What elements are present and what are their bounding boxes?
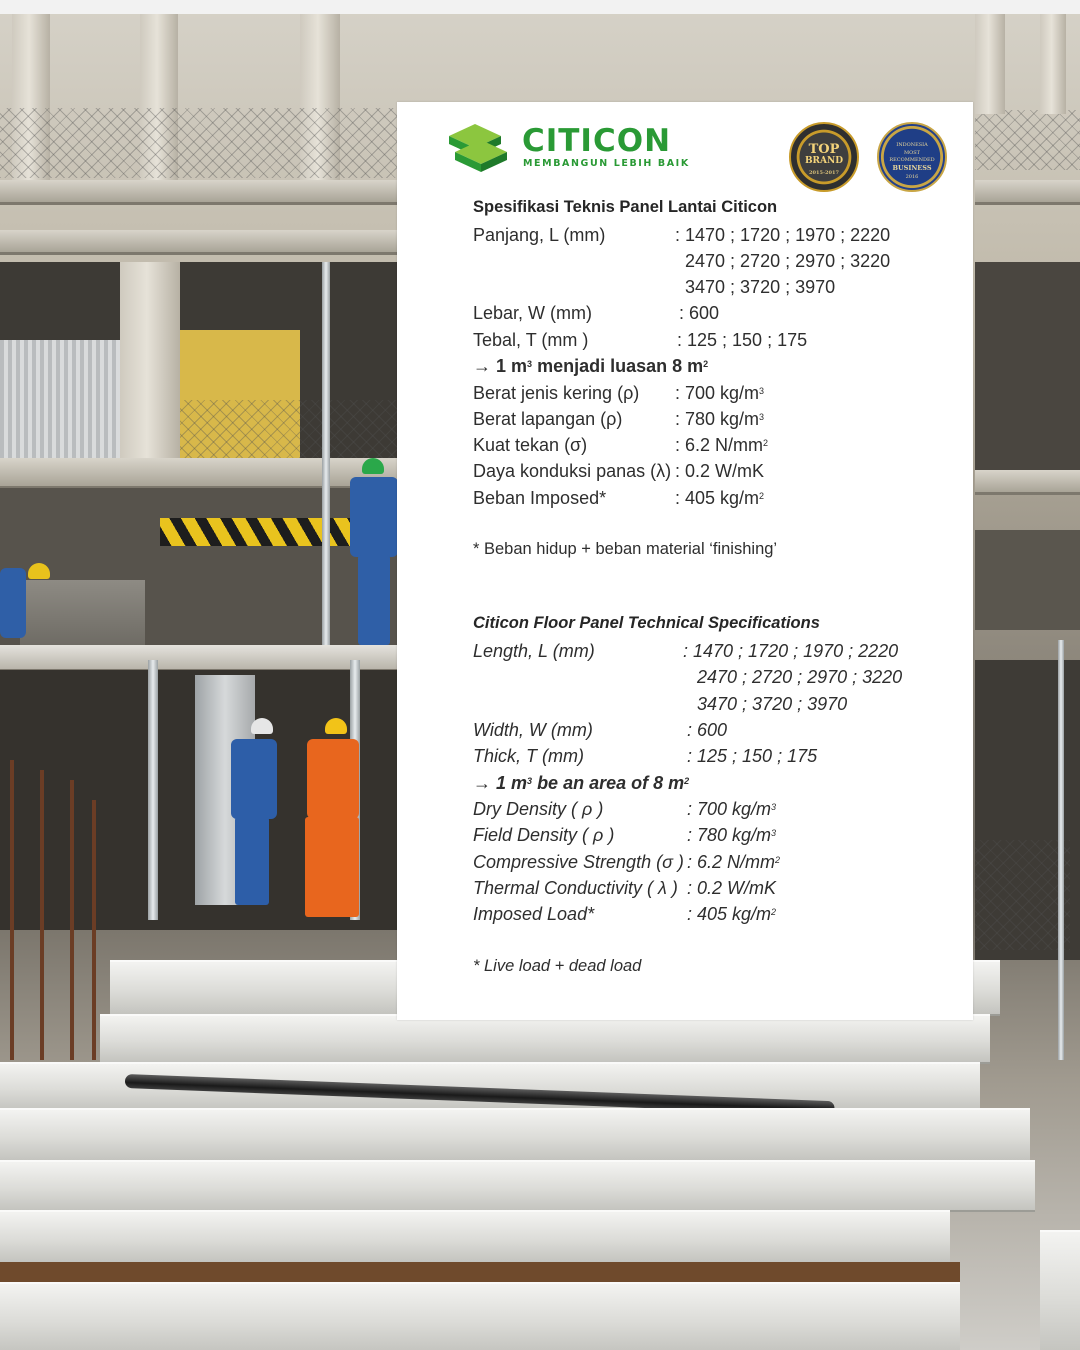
business-award-badge [877, 122, 947, 192]
floor-interior [975, 530, 1080, 630]
conversion-middle: be an area of 8 m [532, 773, 685, 793]
spec-label: Berat jenis kering (ρ) [473, 383, 640, 403]
en-length-continued: 2470 ; 2720 ; 2970 ; 3220 [697, 667, 903, 687]
spec-label: Panjang, L (mm) [473, 225, 606, 245]
concrete-block [20, 580, 145, 648]
floor-interior [975, 262, 1080, 472]
superscript: 2 [771, 907, 777, 917]
spec-value [675, 382, 764, 404]
spec-value: : 125 ; 150 ; 175 [687, 746, 818, 766]
floor-slab [0, 458, 400, 489]
rebar [70, 780, 74, 1060]
id-conversion-line [473, 355, 708, 377]
superscript: 3 [759, 412, 765, 422]
badge-text: INDONESIA [896, 142, 928, 148]
superscript: 2 [775, 855, 781, 865]
spec-label: Kuat tekan (σ) [473, 435, 588, 455]
spec-label: Berat lapangan (ρ) [473, 409, 623, 429]
precast-floor-panel [0, 1108, 1030, 1162]
badge-text: 2016 [905, 174, 919, 180]
badge-text: BUSINESS [892, 164, 932, 172]
spec-label: Length, L (mm) [473, 641, 595, 661]
spec-card [397, 102, 973, 1020]
conversion-prefix: 1 m [496, 356, 528, 376]
spec-value: : 0.2 W/mK [675, 461, 765, 481]
precast-floor-panel [100, 1014, 990, 1064]
spec-value [687, 851, 780, 873]
wire-mesh-fence [0, 108, 400, 178]
spec-label: Daya konduksi panas (λ) [473, 461, 672, 481]
spec-label: Beban Imposed* [473, 488, 607, 508]
spec-label: Thermal Conductivity ( λ ) [473, 878, 678, 898]
spec-value-text: : 6.2 N/mm [687, 852, 776, 872]
precast-floor-panel [0, 1160, 1035, 1212]
spec-value: : 1470 ; 1720 ; 1970 ; 2220 [683, 641, 899, 661]
spec-value-text: : 700 kg/m [675, 383, 760, 403]
superscript: 3 [527, 359, 533, 369]
concrete-column [120, 262, 180, 462]
spec-value-text: : 700 kg/m [687, 799, 772, 819]
conversion-middle: menjadi luasan 8 m [532, 356, 704, 376]
rebar-mesh [975, 840, 1070, 950]
spec-label: Dry Density ( ρ ) [473, 799, 604, 819]
spec-value: : 125 ; 150 ; 175 [677, 330, 808, 350]
spec-label: Tebal, T (mm ) [473, 330, 589, 350]
conversion-prefix: 1 m [496, 773, 528, 793]
steel-prop [322, 262, 330, 652]
superscript: 2 [684, 776, 690, 786]
spec-value: : 1470 ; 1720 ; 1970 ; 2220 [675, 225, 891, 245]
id-spec-title: Spesifikasi Teknis Panel Lantai Citicon [473, 198, 778, 216]
badge-text: RECOMMENDED [889, 157, 935, 163]
floor-slab [0, 180, 400, 205]
steel-prop [148, 660, 158, 920]
badge-text: TOP [808, 142, 840, 157]
id-length-continued: 2470 ; 2720 ; 2970 ; 3220 [685, 251, 891, 271]
badge-text: MOST [904, 150, 920, 156]
precast-floor-panel [0, 1210, 950, 1264]
spec-value-text: : 6.2 N/mm [675, 435, 764, 455]
superscript: 3 [771, 828, 777, 838]
floor-slab [0, 645, 400, 672]
top-brand-badge [789, 122, 859, 192]
superscript: 3 [771, 802, 777, 812]
spec-value [687, 903, 776, 925]
id-length-continued: 3470 ; 3720 ; 3970 [685, 277, 836, 297]
superscript: 3 [759, 386, 765, 396]
superscript: 2 [763, 438, 769, 448]
spec-value [687, 824, 776, 846]
arrow-icon: → [473, 356, 491, 376]
spec-value [675, 434, 768, 456]
spec-value [687, 798, 776, 820]
spec-label: Thick, T (mm) [473, 746, 584, 766]
spec-value [675, 408, 764, 430]
precast-floor-panel [1040, 1230, 1080, 1350]
precast-floor-panel [0, 1282, 960, 1350]
superscript: 2 [703, 359, 709, 369]
superscript: 2 [759, 491, 765, 501]
spec-label: Field Density ( ρ ) [473, 825, 615, 845]
rebar-mesh [180, 400, 400, 460]
spec-value-text: : 405 kg/m [687, 904, 772, 924]
steel-prop [1058, 640, 1064, 1060]
spec-label: Lebar, W (mm) [473, 303, 593, 323]
rebar [92, 800, 96, 1060]
spec-value: : 600 [679, 303, 720, 323]
floor-slab [975, 470, 1080, 495]
metal-sheets [0, 340, 120, 460]
spec-value [675, 487, 764, 509]
rebar [40, 770, 44, 1060]
sky-strip [0, 0, 1080, 14]
rebar [10, 760, 14, 1060]
hazard-stripes [160, 518, 360, 546]
spec-value: : 600 [687, 720, 728, 740]
wire-mesh-fence [975, 110, 1080, 170]
spec-value-text: : 405 kg/m [675, 488, 760, 508]
en-conversion-line [473, 772, 689, 794]
citicon-logo-icon [445, 122, 511, 176]
concrete-column [975, 14, 1005, 114]
floor-slab [975, 180, 1080, 205]
id-footnote: * Beban hidup + beban material ‘finishing’ [473, 540, 778, 558]
badge-text: BRAND [804, 156, 844, 166]
floor-slab [0, 230, 400, 255]
en-length-continued: 3470 ; 3720 ; 3970 [697, 694, 848, 714]
concrete-column [1040, 14, 1066, 114]
spec-label: Imposed Load* [473, 904, 595, 924]
badge-text: 2015-2017 [809, 170, 839, 176]
brand-tagline: MEMBANGUN LEBIH BAIK [523, 158, 690, 169]
spec-value-text: : 780 kg/m [687, 825, 772, 845]
spec-value-text: : 780 kg/m [675, 409, 760, 429]
brand-name: CITICON [522, 123, 672, 159]
arrow-icon: → [473, 773, 491, 793]
spec-label: Width, W (mm) [473, 720, 593, 740]
citicon-logo [445, 122, 715, 172]
en-footnote: * Live load + dead load [473, 957, 642, 975]
superscript: 3 [527, 776, 533, 786]
spec-label: Compressive Strength (σ ) [473, 852, 684, 872]
spec-value: : 0.2 W/mK [687, 878, 777, 898]
wooden-pallet [0, 1262, 960, 1282]
en-spec-title: Citicon Floor Panel Technical Specifications [473, 614, 820, 632]
